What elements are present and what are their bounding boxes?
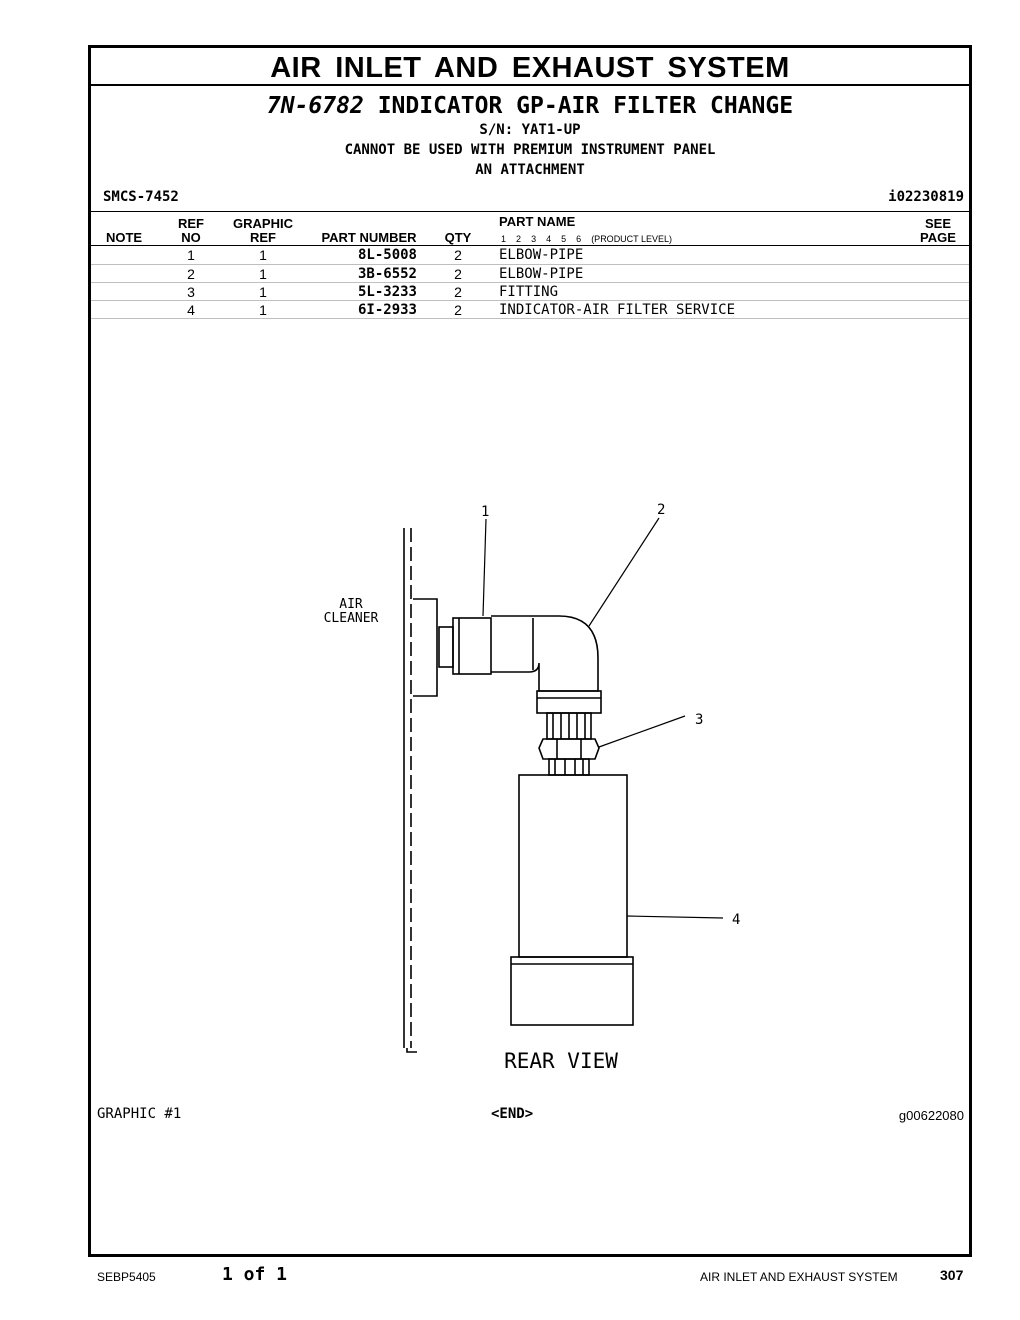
group-part-number: 7N-6782 <box>266 93 364 119</box>
callout-3: 3 <box>695 712 704 728</box>
callout-4: 4 <box>732 912 741 928</box>
air-cleaner-label-2: CLEANER <box>323 611 379 626</box>
callout-1: 1 <box>481 504 490 520</box>
footer-page-of: 1 of 1 <box>222 1264 288 1285</box>
group-name: INDICATOR GP-AIR FILTER CHANGE <box>377 93 794 119</box>
col-part-number: PART NUMBER <box>321 230 417 245</box>
col-graphic-ref: GRAPHIC REF <box>233 216 293 245</box>
end-marker: <END> <box>491 1106 534 1122</box>
table-row: 2 1 3B-6552 2 ELBOW-PIPE <box>187 266 584 282</box>
graphic-label: GRAPHIC #1 <box>97 1106 182 1122</box>
footer-page-number: 307 <box>940 1267 964 1283</box>
smcs-code: SMCS-7452 <box>103 189 179 205</box>
col-see-page: SEE PAGE <box>920 216 956 245</box>
serial-range: S/N: YAT1-UP <box>479 122 581 138</box>
table-row: 3 1 5L-3233 2 FITTING <box>187 284 559 300</box>
document-id: i02230819 <box>888 189 964 205</box>
col-qty: QTY <box>444 230 472 245</box>
page-frame <box>88 45 972 1257</box>
footer-doc-number: SEBP5405 <box>97 1270 156 1284</box>
usage-note: CANNOT BE USED WITH PREMIUM INSTRUMENT PANEL <box>344 142 716 158</box>
section-title: AIR INLET AND EXHAUST SYSTEM <box>91 48 969 86</box>
table-row: 1 1 8L-5008 2 ELBOW-PIPE <box>187 247 584 263</box>
product-levels: 1 2 3 4 5 6 (PRODUCT LEVEL) <box>501 234 673 244</box>
col-ref-no: REF NO <box>178 216 204 245</box>
col-part-name: PART NAME <box>499 214 576 229</box>
graphic-id: g00622080 <box>898 1108 964 1123</box>
col-note: NOTE <box>105 230 143 245</box>
footer-section: AIR INLET AND EXHAUST SYSTEM <box>700 1270 898 1284</box>
attachment-note: AN ATTACHMENT <box>475 162 585 178</box>
table-row: 4 1 6I-2933 2 INDICATOR-AIR FILTER SERVICE <box>187 302 736 318</box>
parts-illustration <box>91 48 969 1254</box>
callout-2: 2 <box>657 502 666 518</box>
view-label: REAR VIEW <box>504 1049 618 1073</box>
air-cleaner-label-1: AIR <box>339 597 363 612</box>
